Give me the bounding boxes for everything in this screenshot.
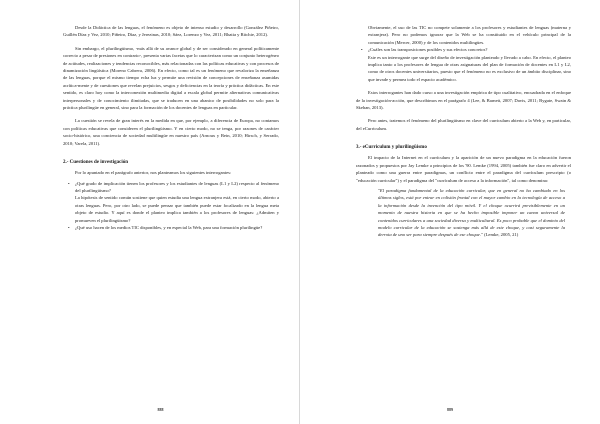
bullet-icon: • — [361, 47, 363, 53]
question-detail: Obviamente, el uso de las TIC no compete solamente a los profesores y estudiantes de lenguas (materna y extranjera). Pero no podemos ignorar que la Web se ha constituido en el vehículo principal de la comunicación (Mercer, 2000) y de los contenidos multilingües. — [368, 25, 571, 45]
left-paragraph-1: Desde la Didáctica de las lenguas, el fenómeno es objeto de intenso estudio y desarrollo (González Piñeiro, Guillén Díaz y Vez, 2010; Piñeiro, Díaz, y Jerezinas, 2010; Sáez, Lorenzo y Vez, 2011; Bhatia y Ritchie, 2012). — [63, 25, 279, 38]
quote-reference: (Lemke, 2005, 21) — [484, 232, 519, 238]
question-detail: La hipótesis de sentido común sostiene que quien estudia una lengua extranjera está, en cierto modo, abierto a otras lenguas. Pero, por otro lado, se puede pensar que también puede estar focalizado en la lengua meta objeto de estudio. Y aquí es donde el planteo implica también a los profesores de lenguas: ¿Admiten y promueven el plurilingüismo? — [75, 195, 279, 223]
left-paragraph-2: Sin embargo, el plurilingüismo, -más allá de su avance global y de ser considerado en general políticamente correcto a pesar de presiones en contrario-, presenta varias facetas que lo caracterizan como un conjunto heterogéneo de actitudes, realizaciones y tendencias reconocibles, más relacionadas con las políticas educativas y con procesos de dinamización lingüística (Moreno Cabrera, 2006). En efecto, como tal es un fenómeno que revaloriza la enseñanza de las lenguas, porque el mismo tiempo echa luz y permite una revisión de concepciones de enseñanza asumidas acrítica-mente y de cuestiones que revelan prejuicios, sesgos y deficiencias en la teoría y práctica didácticas. En este sentido, es claro hoy como la interconexión multimedia digital a escala global permite alternativas comunicativas interpersonales y de conocimiento ilimitadas, que se traducen en una abanico de posibilidades no solo para la práctica plurilingüe en general, sino para la formación de los docentes de lenguas en particular. — [63, 45, 279, 111]
page-number: 888 — [157, 407, 164, 412]
quote-text: "El paradigma fundamental de la educación curricular, que en general no ha cambiado en los últimos siglos, está por entrar en colisión frontal con el mayor cambio en la tecnología de acceso a la información desde la invención del tipo móvil. Y el choque ocurrirá previsiblemente en un momento de nuestra historia en que se ha hecho imposible imponer un canon universal de contenidos curriculares a una sociedad diversa y multicultural. Es poco probable que el dominio del modelo curricular de la educación se sostenga más allá de este choque, y casi seguramente la derrota de uno ser para siempre después de ese choque." — [378, 187, 565, 238]
section-heading-2: 2.- Cuestiones de investigación — [63, 160, 128, 166]
left-paragraph-4: Por lo apuntado en el parágrafo anterior, nos planteamos los siguientes interrogantes: — [75, 170, 232, 176]
list-item — [68, 180, 279, 224]
block-quote — [356, 187, 571, 239]
list-item — [368, 24, 571, 46]
question-detail: Este es un interrogante que surge del diseño de investigación planteado y llevado a cabo. En efecto, el planteo implica tanto a los profesores de lengua de otras asignaturas del plan de formación de docentes en L1 y L2, como de otros docentes universitarios, puesto que el fenómeno no es exclusivo de un ámbito disciplinar, sino que invade y permea todo el espacio académico. — [368, 54, 571, 82]
question-text: ¿Cuáles son las transposiciones posibles y sus efectos concretos? — [368, 47, 488, 53]
left-paragraph-3: La cuestión se revela de gran interés en la medida en que, por ejemplo, a diferencia de Europa, no contamos con políticas educativas que consideren el plurilingüismo. Y en cierto modo, no se tenga, por razones de carácter socio-histórico, una conciencia de sociedad multilingüe en nuestro país (Arnoux y Bein, 2010; Hirsch, y Serrado, 2010; Varela, 2011). — [63, 118, 279, 146]
question-text: ¿Qué uso hacen de los medios TIC disponibles, y en especial la Web, para una formación plurilingüe? — [75, 224, 263, 230]
section-heading-3: 3.- eCurriculum y plurilingüismo — [356, 145, 427, 151]
list-item — [68, 224, 279, 231]
right-paragraph-2: Pero antes, tratemos el fenómeno del plurilingüismo en clave del curriculum abierto a la Web y, en particular, del eCurriculum. — [356, 118, 571, 131]
bullet-icon: • — [68, 224, 70, 230]
right-paragraph-3: El impacto de la Internet en el currículum y la aparición de un nuevo paradigma en la educación fueron razonados y propuestos por Jay Lemke a principios de los '90. Lemke (1994, 2005) también fue claro en advertir el planteado como una guerra entre paradigmas, un conflicto entre el paradigma del currículum prescripto (o "educación curricular") y el paradigma del "currículum de acceso a la información", tal como denomina: — [356, 155, 571, 183]
question-list — [63, 180, 279, 232]
right-paragraph-1: Estos interrogantes han dado curso a una investigación empírica de tipo cualitativo, encuadrada en el enfoque de la investigación-acción, que describimos en el parágrafo 4 (Lee, & Barnett, 2007; Davis, 2011; Bygate, Swain & Skehan, 2013). — [356, 90, 571, 111]
page-number: 889 — [447, 407, 453, 412]
list-item — [361, 46, 571, 83]
question-list-continued — [356, 24, 571, 83]
right-page — [300, 0, 600, 424]
question-text: ¿Qué grado de implicación tienen los profesores y los estudiantes de lenguas (L1 y L2) respecto al fenómeno del plurilingüismo? — [75, 180, 279, 193]
bullet-icon: • — [68, 180, 70, 186]
